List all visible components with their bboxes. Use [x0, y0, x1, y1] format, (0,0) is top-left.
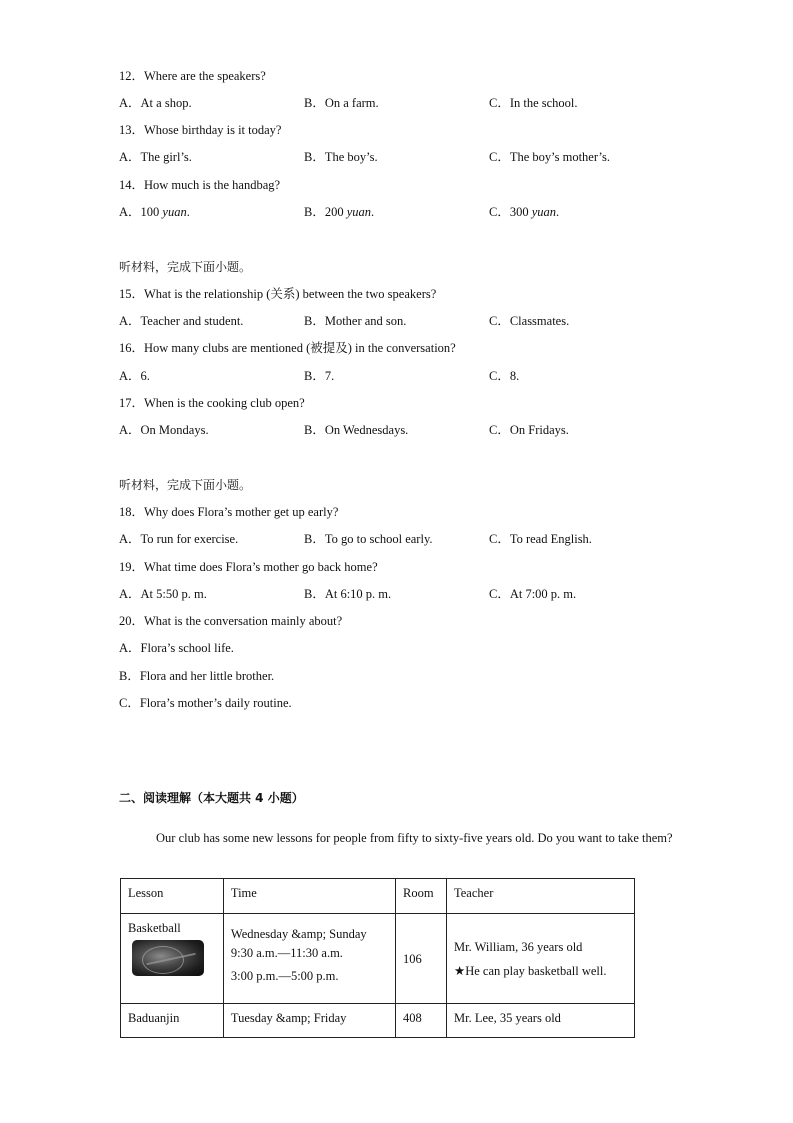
question-20: 20．What is the conversation mainly about?: [119, 614, 343, 628]
q18-option-c: C．To read English.: [489, 532, 592, 546]
lesson-name: Baduanjin: [121, 1004, 224, 1038]
question-12: 12．Where are the speakers?: [119, 69, 266, 83]
lesson-cell: [121, 914, 224, 1004]
q19-option-c: C．At 7:00 p. m.: [489, 587, 577, 601]
table-row: [121, 1004, 635, 1038]
question-13: 13．Whose birthday is it today?: [119, 123, 282, 137]
q15-option-a: A．Teacher and student.: [119, 314, 244, 328]
q16-option-a: A．6.: [119, 369, 150, 383]
header-time: Time: [223, 879, 395, 914]
header-lesson: Lesson: [121, 879, 224, 914]
lesson-name: Basketball: [128, 921, 181, 935]
q20-option-a: A．Flora’s school life.: [119, 641, 234, 655]
listen-instruction-1: 听材料，完成下面小题。: [119, 260, 252, 274]
q17-option-b: B．On Wednesdays.: [304, 423, 409, 437]
time-days: Tuesday &amp; Friday: [223, 1004, 395, 1038]
teacher-name: Mr. Lee, 35 years old: [447, 1004, 635, 1038]
time-morning: 9:30 a.m.—11:30 a.m.: [230, 946, 343, 960]
q12-option-a: A．At a shop.: [119, 96, 192, 110]
question-14: 14．How much is the handbag?: [119, 178, 281, 192]
section-heading: 二、阅读理解（本大题共 4 小题）: [119, 791, 304, 805]
q17-option-c: C．On Fridays.: [489, 423, 569, 437]
q15-option-c: C．Classmates.: [489, 314, 570, 328]
q13-option-b: B．The boy’s.: [304, 150, 378, 164]
q14-option-a: A．100 yuan.: [119, 205, 190, 219]
header-teacher: Teacher: [447, 879, 635, 914]
question-16: 16．How many clubs are mentioned (被提及) in the conversation?: [119, 341, 456, 355]
question-17: 17．When is the cooking club open?: [119, 396, 305, 410]
q18-option-a: A．To run for exercise.: [119, 532, 239, 546]
lessons-table: [120, 878, 635, 1038]
q15-option-b: B．Mother and son.: [304, 314, 407, 328]
q12-option-c: C．In the school.: [489, 96, 578, 110]
room-cell: 106: [396, 914, 447, 1004]
q17-option-a: A．On Mondays.: [119, 423, 209, 437]
listen-instruction-2: 听材料，完成下面小题。: [119, 478, 252, 492]
reading-intro: Our club has some new lessons for people from fifty to sixty-five years old. Do you want to take them?: [156, 831, 673, 845]
question-15: 15．What is the relationship (关系) between the two speakers?: [119, 287, 437, 301]
q16-option-b: B．7.: [304, 369, 335, 383]
q20-option-c: C．Flora’s mother’s daily routine.: [119, 696, 292, 710]
q13-option-a: A．The girl’s.: [119, 150, 192, 164]
question-18: 18．Why does Flora’s mother get up early?: [119, 505, 339, 519]
header-room: Room: [396, 879, 447, 914]
basketball-photo-icon: [132, 940, 204, 976]
teacher-name: Mr. William, 36 years old: [454, 939, 583, 954]
q13-option-c: C．The boy’s mother’s.: [489, 150, 610, 164]
room-cell: 408: [396, 1004, 447, 1038]
time-days: Wednesday &amp; Sunday: [230, 927, 367, 941]
table-row: [121, 914, 635, 1004]
q16-option-c: C．8.: [489, 369, 520, 383]
time-cell: [223, 914, 395, 1004]
q19-option-b: B．At 6:10 p. m.: [304, 587, 392, 601]
q19-option-a: A．At 5:50 p. m.: [119, 587, 207, 601]
q18-option-b: B．To go to school early.: [304, 532, 433, 546]
q12-option-b: B．On a farm.: [304, 96, 379, 110]
question-19: 19．What time does Flora’s mother go back home?: [119, 560, 378, 574]
time-afternoon: 3:00 p.m.—5:00 p.m.: [230, 969, 339, 983]
q14-option-b: B．200 yuan.: [304, 205, 375, 219]
teacher-cell: [447, 914, 635, 1004]
table-header-row: [121, 879, 635, 914]
teacher-note: ★He can play basketball well.: [454, 963, 607, 978]
q20-option-b: B．Flora and her little brother.: [119, 669, 275, 683]
q14-option-c: C．300 yuan.: [489, 205, 560, 219]
